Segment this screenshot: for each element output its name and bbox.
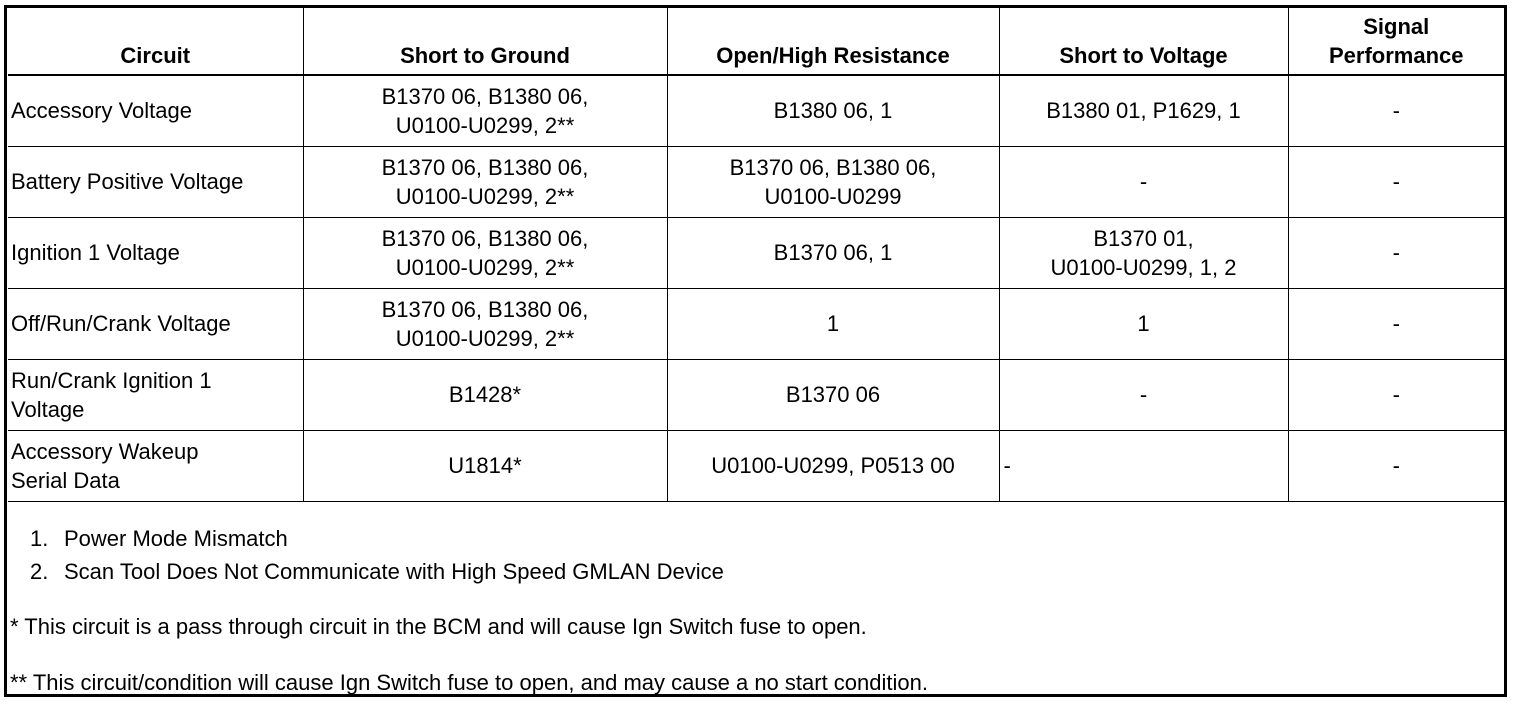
cell-text: B1370 06, B1380 06, [381,296,589,322]
cell-text: B1370 06, B1380 06, [381,83,589,109]
table-row [8,359,1504,430]
cell-open-high-resistance [667,288,999,359]
table-row [8,288,1504,359]
cell-short-to-voltage [999,430,1288,501]
table-row [8,146,1504,217]
cell-open-high-resistance [667,217,999,288]
header-signal-performance [1288,8,1504,75]
cell-open-high-resistance [667,146,999,217]
diagnostic-table-frame [4,5,1507,697]
cell-text: B1370 06, B1380 06, [381,154,589,180]
cell-short-to-voltage [999,75,1288,146]
cell-open-high-resistance [667,359,999,430]
cell-text: - [1139,382,1148,407]
cell-text: B1370 06, B1380 06, [729,154,937,180]
cell-text: B1428* [448,382,522,407]
cell-circuit [8,75,303,146]
header-signal-line-2: Performance [1328,43,1464,68]
cell-signal-performance: - [1288,430,1504,501]
table-row [8,217,1504,288]
cell-text: B1380 06, 1 [773,98,893,124]
cell-text: B1370 06 [785,382,881,407]
footnote-double-asterisk: ** This circuit/condition will cause Ign Switch fuse to open, and may cause a no start condition. [10,670,928,695]
cell-short-to-voltage [999,217,1288,288]
note-number: 1. [30,526,49,551]
header-signal-line-1: Signal [1363,14,1430,39]
cell-short-to-voltage [999,288,1288,359]
cell-text: U0100-U0299, P0513 00 [711,453,955,478]
cell-text: Run/Crank Ignition 1 [11,367,212,393]
cell-text: Accessory Wakeup [11,438,199,464]
table-row [8,75,1504,146]
cell-circuit [8,430,303,501]
diagnostic-table [8,8,1504,502]
cell-text: U0100-U0299, 2** [395,112,575,138]
cell-circuit [8,359,303,430]
cell-open-high-resistance [667,430,999,501]
cell-short-to-ground [303,75,667,146]
cell-text: U0100-U0299, 2** [395,254,575,280]
cell-text: Serial Data [11,467,120,493]
cell-circuit [8,288,303,359]
cell-text: U0100-U0299, 1, 2 [1050,254,1237,280]
cell-signal-performance: - [1288,75,1504,146]
cell-text: - [1003,453,1011,478]
header-open-high-resistance: Open/High Resistance [667,8,999,75]
cell-text: B1370 06, B1380 06, [381,225,589,251]
cell-text: Battery Positive Voltage [11,169,244,194]
cell-text: U0100-U0299 [764,183,902,209]
cell-circuit [8,146,303,217]
cell-short-to-ground [303,288,667,359]
cell-circuit [8,217,303,288]
cell-text: B1370 06, 1 [773,240,893,265]
note-item [30,557,724,586]
cell-text: U1814* [448,453,522,478]
cell-short-to-voltage [999,146,1288,217]
cell-short-to-voltage [999,359,1288,430]
cell-text: U0100-U0299, 2** [395,183,575,209]
note-item [30,524,288,553]
cell-text: Off/Run/Crank Voltage [11,311,231,336]
table-header-row [8,8,1504,75]
cell-short-to-ground [303,146,667,217]
cell-text: B1380 01, P1629, 1 [1046,98,1241,124]
footnote-single-asterisk: * This circuit is a pass through circuit in the BCM and will cause Ign Switch fuse to open. [10,614,867,639]
cell-text: B1370 01, [1093,225,1194,251]
cell-signal-performance: - [1288,359,1504,430]
header-short-to-voltage: Short to Voltage [999,8,1288,75]
cell-open-high-resistance [667,75,999,146]
cell-text: Ignition 1 Voltage [11,240,180,265]
header-short-to-ground: Short to Ground [303,8,667,75]
cell-signal-performance: - [1288,146,1504,217]
header-circuit: Circuit [8,8,303,75]
cell-text: 1 [1137,311,1150,336]
cell-text: 1 [826,311,840,336]
cell-short-to-ground [303,430,667,501]
cell-short-to-ground [303,217,667,288]
cell-short-to-ground [303,359,667,430]
cell-text: Accessory Voltage [11,98,192,124]
cell-signal-performance: - [1288,288,1504,359]
note-text: Power Mode Mismatch [64,526,288,551]
table-row [8,430,1504,501]
cell-text: Voltage [11,396,85,422]
note-text: Scan Tool Does Not Communicate with High Speed GMLAN Device [64,559,724,584]
note-number: 2. [30,559,49,584]
cell-text: - [1139,169,1148,194]
cell-signal-performance: - [1288,217,1504,288]
cell-text: U0100-U0299, 2** [395,325,575,351]
